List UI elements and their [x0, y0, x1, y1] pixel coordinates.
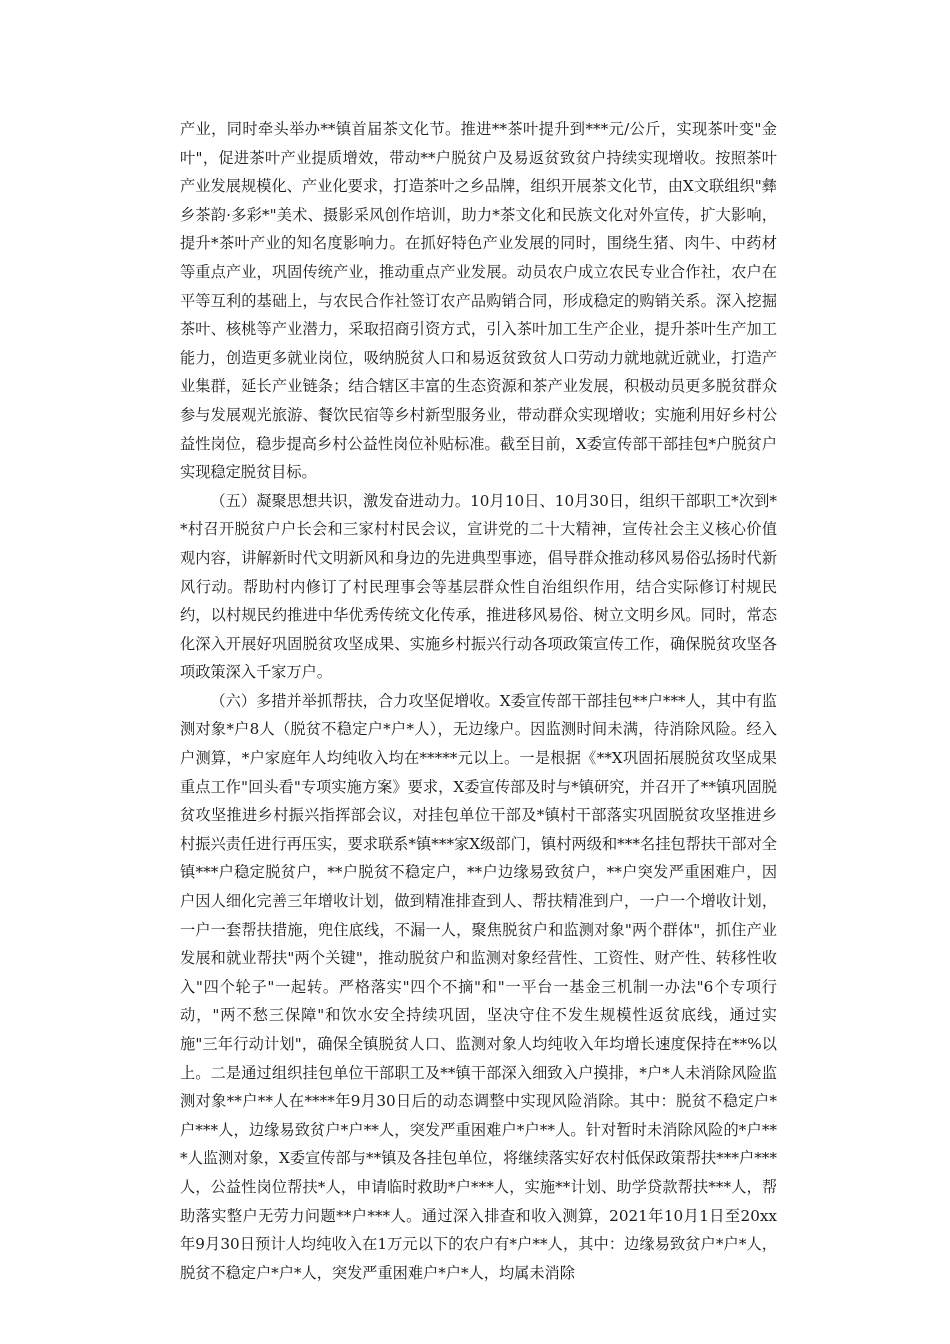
paragraph-ideological-consensus: （五）凝聚思想共识，激发奋进动力。10月10日、10月30日，组织干部职工*次到**村召开脱贫户户长会和三家村村民会议，宣讲党的二十大精神，宣传社会主义核心价值观内容，讲解新时代文明新风和身边的先进典型事迹，倡导群众推动移风易俗弘扬时代新风行动。帮助村内修订了村民理事会等基层群众性自治组织作用，结合实际修订村规民约，以村规民约推进中华优秀传统文化传承，推进移风易俗、树立文明乡风。同时，常态化深入开展好巩固脱贫攻坚成果、实施乡村振兴行动各项政策宣传工作，确保脱贫攻坚各项政策深入千家万户。 — [180, 491, 777, 682]
paragraph-assistance-measures: （六）多措并举抓帮扶，合力攻坚促增收。X委宣传部干部挂包**户***人，其中有监测对象*户8人（脱贫不稳定户*户*人），无边缘户。因监测时间未满，待消除风险。经入户测算，*户家庭年人均纯收入均在*****元以上。一是根据《**X巩固拓展脱贫攻坚成果重点工作"回头看"专项实施方案》要求，X委宣传部及时与*镇研究，并召开了**镇巩固脱贫攻坚推进乡村振兴指挥部会议，对挂包单位干部及*镇村干部落实巩固脱贫攻坚推进乡村振兴责任进行再压实，要求联系*镇***家X级部门，镇村两级和***名挂包帮扶干部对全镇***户稳定脱贫户，**户脱贫不稳定户，**户边缘易致贫户，**户突发严重困难户，因户因人细化完善三年增收计划，做到精准排查到人、帮扶精准到户，一户一个增收计划，一户一套帮扶措施，兜住底线，不漏一人，聚焦脱贫户和监测对象"两个群体"，抓住产业发展和就业帮扶"两个关键"，推动脱贫户和监测对象经营性、工资性、财产性、转移性收入"四个轮子"一起转。严格落实"四个不摘"和"一平台一基金三机制一办法"6个专项行动，"两不愁三保障"和饮水安全持续巩固，坚决守住不发生规模性返贫底线，通过实施"三年行动计划"，确保全镇脱贫人口、监测对象人均纯收入年均增长速度保持在**%以上。二是通过组织挂包单位干部职工及**镇干部深入细致入户摸排，*户*人未消除风险监测对象**户**人在****年9月30日后的动态调整中实现风险消除。其中：脱贫不稳定户*户***人，边缘易致贫户*户**人，突发严重困难户*户**人。针对暂时未消除风险的*户***人监测对象，X委宣传部与**镇及各挂包单位，将继续落实好农村低保政策帮扶***户***人，公益性岗位帮扶*人，申请临时救助*户***人，实施**计划、助学贷款帮扶***人，帮助落实整户无劳力问题**户***人。通过深入排查和收入测算，2021年10月1日至20xx年9月30日预计人均纯收入在1万元以下的农户有*户**人，其中：边缘易致贫户*户*人，脱贫不稳定户*户*人，突发严重困难户*户*人，均属未消除 — [180, 691, 777, 1282]
paragraph-industry-development: 产业，同时牵头举办**镇首届茶文化节。推进**茶叶提升到***元/公斤，实现茶叶变"金叶"，促进茶叶产业提质增效，带动**户脱贫户及易返贫致贫户持续实现增收。按照茶叶产业发展规模化、产业化要求，打造茶叶之乡品牌，组织开展茶文化节，由X文联组织"彝乡茶韵·多彩*"美术、摄影采风创作培训，助力*茶文化和民族文化对外宣传，扩大影响，提升*茶叶产业的知名度影响力。在抓好特色产业发展的同时，围绕生猪、肉牛、中药材等重点产业，巩固传统产业，推动重点产业发展。动员农户成立农民专业合作社，农户在平等互利的基础上，与农民合作社签订农产品购销合同，形成稳定的购销关系。深入挖掘茶叶、核桃等产业潜力，采取招商引资方式，引入茶叶加工生产企业，提升茶叶生产加工能力，创造更多就业岗位，吸纳脱贫人口和易返贫致贫人口劳动力就地就近就业，打造产业集群，延长产业链条；结合辖区丰富的生态资源和茶产业发展，积极动员更多脱贫群众参与发展观光旅游、餐饮民宿等乡村新型服务业，带动群众实现增收；实施利用好乡村公益性岗位，稳步提高乡村公益性岗位补贴标准。截至目前，X委宣传部干部挂包*户脱贫户实现稳定脱贫目标。 — [180, 120, 777, 482]
document-body — [180, 115, 777, 1287]
